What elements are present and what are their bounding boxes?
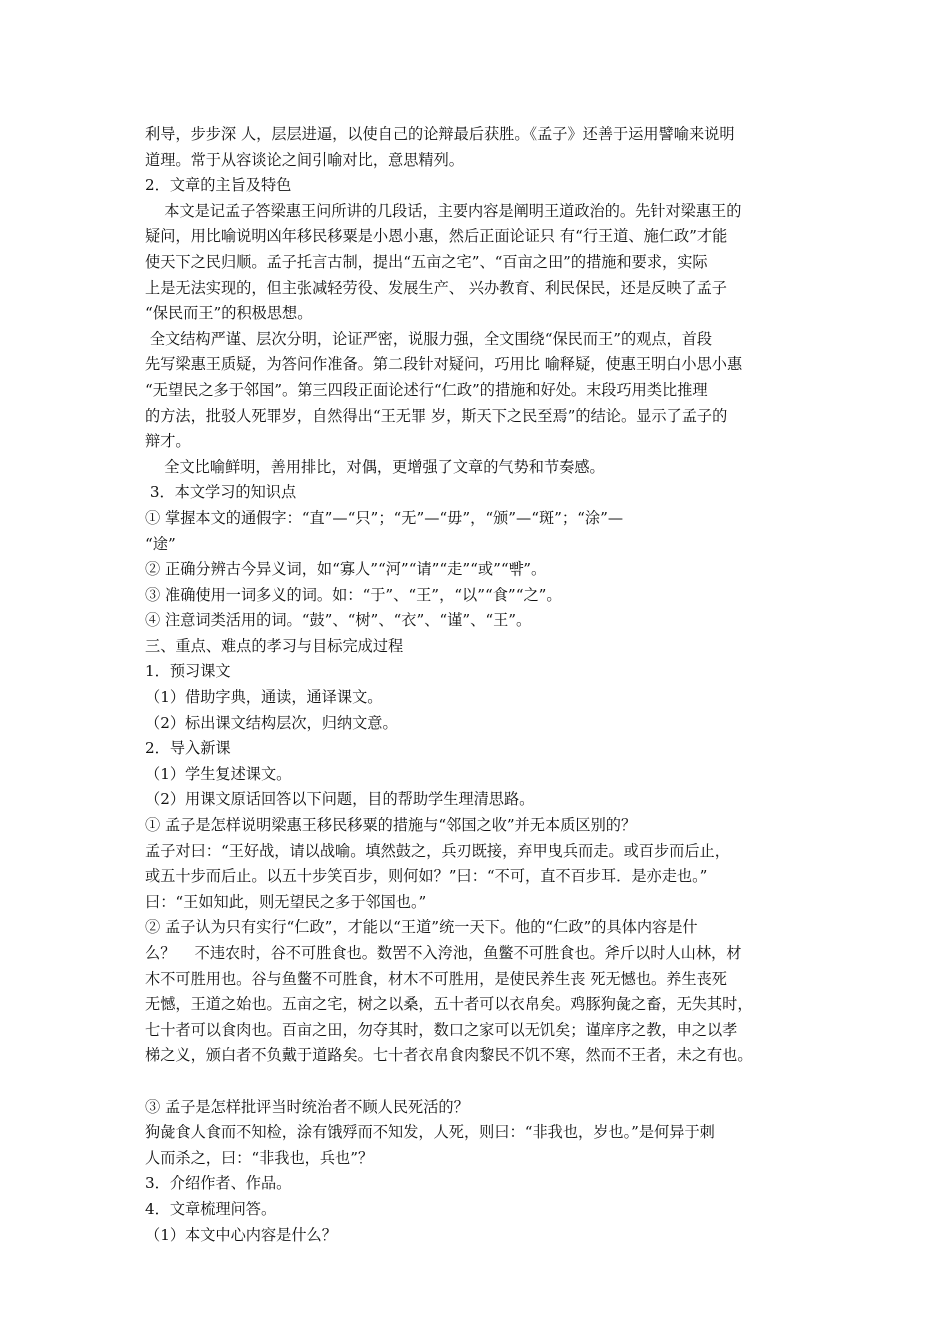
text-line: 么？ 不违农时，谷不可胜食也。数罟不入洿池，鱼鳖不可胜食也。斧斤以时人山林，材 — [145, 944, 742, 962]
list-item: （1）本文中心内容是什么？ — [145, 1225, 337, 1244]
section-heading: 三、重点、难点的孝习与目标完成过程 — [145, 636, 404, 655]
text-line: 七十者可以食肉也。百亩之田，勿夺其时，数口之家可以无饥矣；谨庠序之教，申之以孝 — [145, 1020, 738, 1039]
text-line: 狗彘食人食而不知检，涂有饿殍而不知发，人死，则曰：“非我也，岁也。”是何异于刺 — [145, 1123, 715, 1142]
text-line: “保民而王”的积极思想。 — [145, 304, 313, 323]
section-heading: 3．介绍作者、作品。 — [145, 1174, 292, 1193]
text-line: 全文比喻鲜明，善用排比，对偶，更增强了文章的气势和节奏感。 — [145, 457, 605, 476]
text-line: 曰：“王如知此，则无望民之多于邻国也。” — [145, 892, 427, 911]
list-item: （2）用课文原话回答以下问题，目的帮助学生理清思路。 — [145, 790, 535, 809]
list-item: ① 掌握本文的通假字：“直”—“只”；“无”—“毋”，“颁”—“斑”；“涂”— — [145, 508, 624, 527]
list-item: ③ 准确使用一词多义的词。如：“于”、“王”，“以”“食”“之”。 — [145, 585, 562, 604]
list-item: ② 正确分辨古今异义词，如“寡人”“河”“请”“走”“或”“뺚”。 — [145, 560, 547, 579]
text-line: 全文结构严谨、层次分明，论证严密，说服力强，全文围绕“保民而王”的观点，首段 — [145, 329, 713, 348]
section-heading: 2．文章的主旨及特色 — [145, 176, 292, 195]
text-line: 道理。常于从容谈论之间引喻对比，意思精列。 — [145, 150, 464, 169]
text-line: 人而杀之，曰：“非我也，兵也”？ — [145, 1148, 374, 1167]
text-line: 疑问，用比喻说明凶年移民移粟是小恩小惠，然后正面论证只 有“行王道、施仁政”才能 — [145, 227, 728, 246]
text-line: 上是无法实现的，但主张减轻劳役、发展生产、 兴办教育、利民保民，还是反映了孟子 — [145, 278, 727, 297]
text-line: 孟子对曰：“王好战，请以战喻。填然鼓之，兵刃既接，弃甲曳兵而走。或百步而后止， — [145, 841, 730, 860]
list-item: ② 孟子认为只有实行“仁政”，才能以“王道”统一天下。他的“仁政”的具体内容是什 — [145, 918, 698, 937]
text-line: “途” — [145, 534, 176, 553]
text-line: 木不可胜用也。谷与鱼鳖不可胜食，材木不可胜用，是使民养生丧 死无憾也。养生丧死 — [145, 969, 727, 988]
text-line: 使天下之民归顺。孟子托言古制，提出“五亩之宅”、“百亩之田”的措施和要求，实际 — [145, 252, 708, 271]
text-line: 无憾，王道之始也。五亩之宅，树之以桑，五十者可以衣帛矣。鸡豚狗彘之畜，无失其时， — [145, 995, 753, 1014]
section-heading: 1．预习课文 — [145, 662, 231, 681]
list-item: （1）学生复述课文。 — [145, 764, 292, 783]
text-line: 的方法，批驳人死罪岁，自然得出“王无罪 岁，斯天下之民至焉”的结论。显示了孟子的 — [145, 406, 728, 425]
text-line: 本文是记孟子答梁惠王问所讲的几段话，主要内容是阐明王道政治的。先针对梁惠王的 — [145, 201, 742, 220]
text-line: 或五十步而后止。以五十步笑百步，则何如？”曰：“不可，直不百步耳．是亦走也。” — [145, 867, 708, 886]
list-item: ③ 孟子是怎样批评当时统治者不顾人民死活的？ — [145, 1097, 469, 1116]
list-item: ④ 注意词类活用的词。“鼓”、“树”、“衣”、“谨”、“王”。 — [145, 611, 532, 630]
text-line: 辩才。 — [145, 432, 191, 451]
blank-line — [145, 1069, 825, 1095]
list-item: （1）借助字典，通读，通译课文。 — [145, 688, 383, 707]
list-item: ① 孟子是怎样说明梁惠王移民移粟的措施与“邻国之收”并无本质区别的？ — [145, 816, 637, 835]
list-item: （2）标出课文结构层次，归纳文意。 — [145, 713, 398, 732]
document-page — [145, 122, 825, 1248]
section-heading: 4．文章梳理问答。 — [145, 1199, 277, 1218]
text-line: 梯之义，颁白者不负戴于道路矣。七十者衣帛食肉黎民不饥不寒，然而不王者，未之有也。 — [145, 1046, 753, 1065]
text-line: “无望民之多于邻国”。第三四段正面论述行“仁政”的措施和好处。末段巧用类比推理 — [145, 380, 708, 399]
section-heading: 3．本文学习的知识点 — [145, 483, 297, 502]
text-line: 先写梁惠王质疑，为答问作准备。第二段针对疑问，巧用比 喻释疑，使惠王明白小思小惠 — [145, 355, 743, 374]
text-line: 利导，步步深 人，层层进逼，以使自己的论辩最后获胜。《孟子》还善于运用譬喻来说明 — [145, 125, 735, 143]
section-heading: 2．导入新课 — [145, 739, 231, 758]
